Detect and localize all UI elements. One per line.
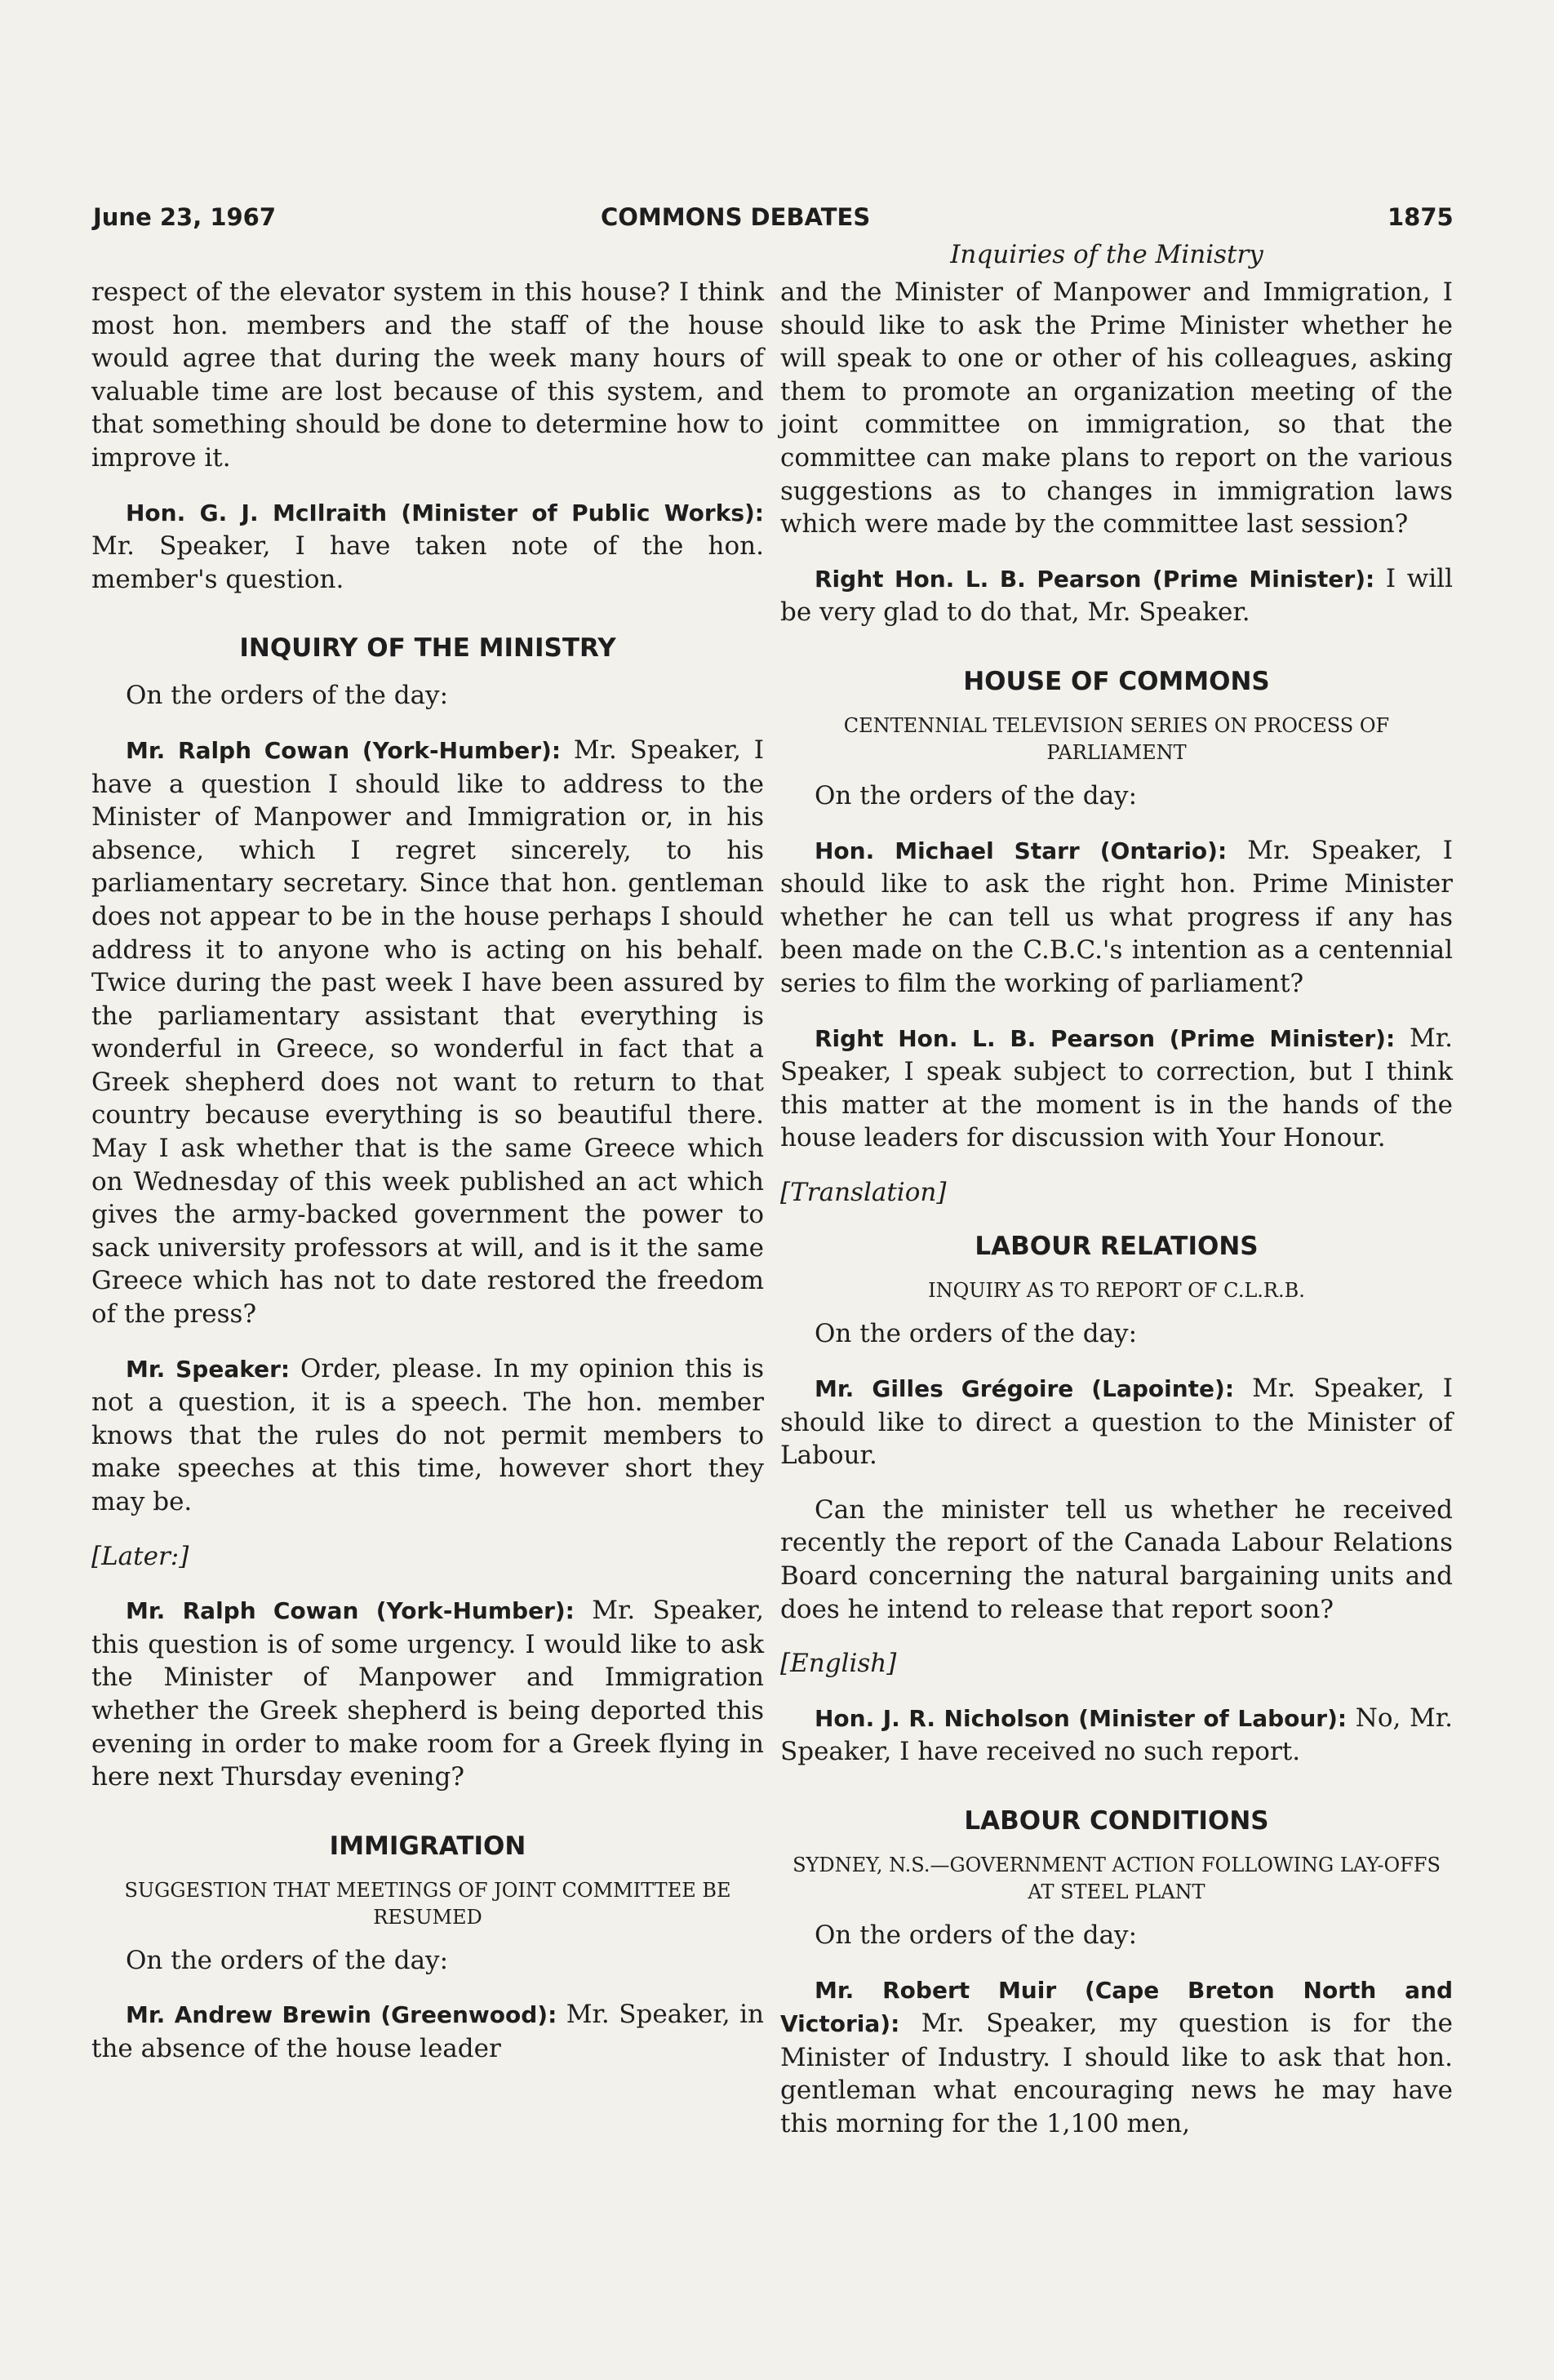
editorial-note: [English] xyxy=(780,1649,897,1679)
paragraph: and the Minister of Manpower and Immigration, I should like to ask the Prime Minister whether he will speak to one or other of his colleagues, asking them to promote an organization meeting of the joint committee on immigration, so that the committee can make plans to report on the various suggestions as to changes in immigration laws which were made by the committee last session? xyxy=(780,278,1453,539)
speech-text: Mr. Speaker, I speak subject to correction, but I think this matter at the moment is in the hands of the house leaders for discussion with Your Honour. xyxy=(780,1023,1453,1153)
section-subheading: CENTENNIAL TELEVISION SERIES ON PROCESS OF PARLIAMENT xyxy=(843,713,1390,764)
speaker-name: Right Hon. L. B. Pearson (Prime Minister): xyxy=(815,565,1375,593)
section-subheading: INQUIRY AS TO REPORT OF C.L.R.B. xyxy=(928,1279,1305,1303)
paragraph: respect of the elevator system in this house? I think most hon. members and the staff of the house would agree that during the week many hours of valuable time are lost because of this system, and that something should be done to determine how to improve it. xyxy=(91,278,764,473)
paragraph xyxy=(780,562,1453,629)
paragraph xyxy=(91,734,764,1331)
right-column xyxy=(780,276,1453,2162)
left-column xyxy=(91,276,764,2087)
paragraph xyxy=(91,496,764,597)
section-heading: LABOUR RELATIONS xyxy=(975,1232,1259,1262)
editorial-note: [Translation] xyxy=(780,1177,947,1207)
section-heading: IMMIGRATION xyxy=(329,1831,526,1861)
section-subheading: SUGGESTION THAT MEETINGS OF JOINT COMMITTEE BE RESUMED xyxy=(124,1878,731,1929)
paragraph xyxy=(780,1974,1453,2141)
speech-text: Mr. Speaker, in the absence of the house leader xyxy=(91,2000,764,2063)
paragraph: Can the minister tell us whether he received recently the report of the Canada Labour Relations Board concerning the natural bargaining units and does he intend to release that report soon? xyxy=(780,1494,1453,1624)
speaker-name: Mr. Ralph Cowan (York-Humber): xyxy=(126,1597,575,1625)
section-heading: INQUIRY OF THE MINISTRY xyxy=(239,633,616,664)
paragraph xyxy=(780,834,1453,1001)
speech-text: Mr. Speaker, my question is for the Minister of Industry. I should like to ask that hon. gentleman what encouraging news he may have this morning for the 1,100 men, xyxy=(780,2009,1453,2138)
speaker-name: Hon. J. R. Nicholson (Minister of Labour): xyxy=(815,1704,1348,1732)
paragraph xyxy=(91,1352,764,1519)
speech-text: Mr. Speaker, this question is of some urgency. I would like to ask the Minister of Manpower and Immigration whether the Greek shepherd is being deported this evening in order to make room for a Greek flying in here next Thursday evening? xyxy=(91,1596,764,1792)
section-heading: LABOUR CONDITIONS xyxy=(964,1806,1269,1836)
speech-text: No, Mr. Speaker, I have received no such report. xyxy=(780,1703,1454,1767)
speaker-name: Hon. G. J. McIlraith (Minister of Public Works): xyxy=(126,499,764,526)
speaker-name: Mr. Andrew Brewin (Greenwood): xyxy=(126,2001,557,2029)
paragraph xyxy=(780,1372,1453,1472)
paragraph xyxy=(91,1998,764,2065)
speaker-name: Mr. Robert Muir (Cape Breton North and Victoria): xyxy=(780,1976,1453,2038)
paragraph: On the orders of the day: xyxy=(126,681,449,711)
paragraph: On the orders of the day: xyxy=(815,780,1138,810)
speaker-name: Mr. Gilles Grégoire (Lapointe): xyxy=(815,1375,1235,1403)
paragraph xyxy=(91,1594,764,1794)
speech-text: Mr. Speaker, I should like to ask the right hon. Prime Minister whether he can tell us what progress if any has been made on the C.B.C.'s intention as a centennial series to film the working of parliament? xyxy=(780,835,1453,998)
paragraph: On the orders of the day: xyxy=(815,1920,1138,1950)
section-subheading: SYDNEY, N.S.—GOVERNMENT ACTION FOLLOWING LAY-OFFS AT STEEL PLANT xyxy=(793,1854,1441,1903)
section-heading: HOUSE OF COMMONS xyxy=(963,666,1270,696)
speaker-name: Hon. Michael Starr (Ontario): xyxy=(815,837,1228,864)
speech-text: Order, please. In my opinion this is not a question, it is a speech. The hon. member knows that the rules do not permit members to make speeches at this time, however short they may be. xyxy=(91,1353,765,1516)
speech-text: I will be very glad to do that, Mr. Speaker. xyxy=(780,563,1454,628)
speaker-name: Mr. Ralph Cowan (York-Humber): xyxy=(126,736,562,764)
speech-text: Mr. Speaker, I should like to direct a question to the Minister of Labour. xyxy=(780,1374,1453,1471)
paragraph: On the orders of the day: xyxy=(126,1945,449,1975)
paragraph xyxy=(780,1702,1453,1769)
speech-text: Mr. Speaker, I have a question I should like to address to the Minister of Manpower and Immigration or, in his absence, which I regret sincerely, to his parliamentary secretary. Since that hon. gentleman does not appear to be in the house perhaps I should address it to anyone who is acting on his behalf. Twice during the past week I have been assured by the parliamentary assistant that everything is wonderful in Greece, so wonderful in fact that a Greek shepherd does not want to return to that country because everything is so beautiful there. May I ask whether that is the same Greece which on Wednesday of this week published an act which gives the army-backed government the power to sack university professors at will, and is it the same Greece which has not to date restored the freedom of the press? xyxy=(91,735,764,1330)
paragraph xyxy=(780,1022,1453,1155)
header-date: June 23, 1967 xyxy=(93,203,277,231)
header-page-number: 1875 xyxy=(1388,203,1454,231)
header-publication: COMMONS DEBATES xyxy=(601,203,871,231)
speaker-name: Mr. Speaker: xyxy=(126,1355,291,1383)
running-section-title: Inquiries of the Ministry xyxy=(950,240,1263,269)
speaker-name: Right Hon. L. B. Pearson (Prime Minister): xyxy=(815,1024,1396,1052)
speech-text: Mr. Speaker, I have taken note of the hon. member's question. xyxy=(91,531,764,594)
paragraph: On the orders of the day: xyxy=(815,1319,1138,1349)
editorial-note: [Later:] xyxy=(91,1541,189,1571)
